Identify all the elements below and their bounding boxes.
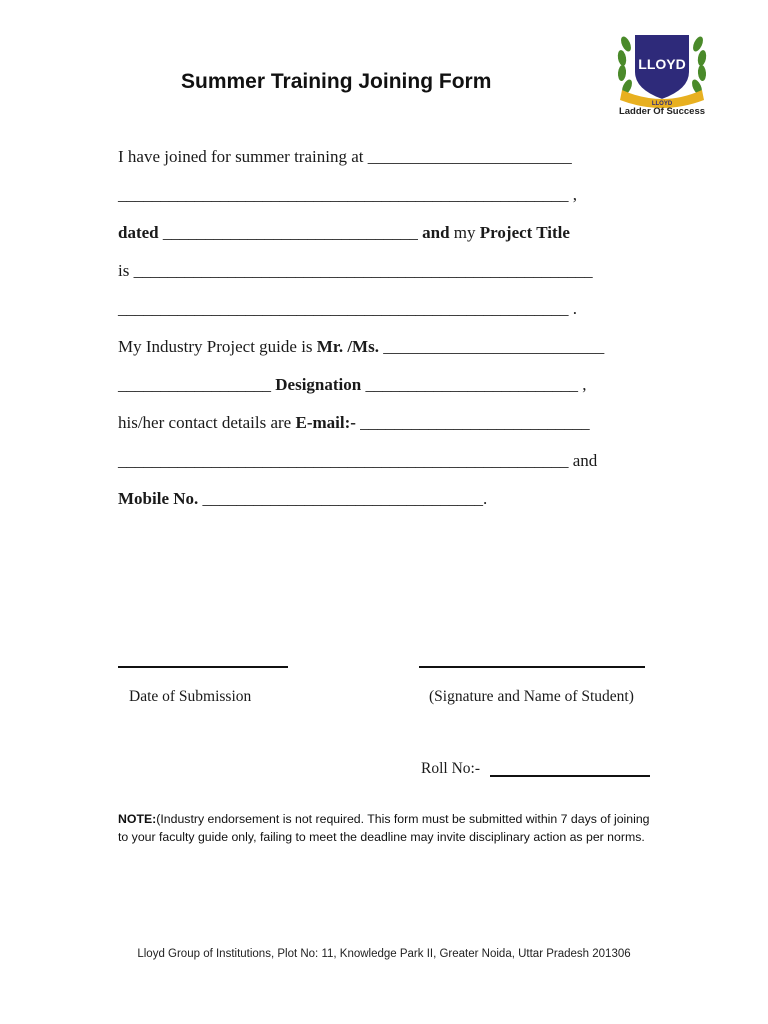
blank-email-2[interactable]: _____________________________________________________ bbox=[118, 451, 569, 470]
form-line-dated: dated ______________________________ and my Project Title bbox=[118, 223, 570, 242]
form-line-project-title: is ______________________________________________________ bbox=[118, 261, 593, 280]
form-line-guide: My Industry Project guide is Mr. /Ms. __________________________ bbox=[118, 337, 605, 356]
note-label: NOTE: bbox=[118, 812, 157, 826]
form-line-designation: __________________ Designation _________________________ , bbox=[118, 375, 587, 394]
form-line-email: his/her contact details are E-mail:- ___________________________ bbox=[118, 413, 590, 432]
student-signature-label: (Signature and Name of Student) bbox=[429, 688, 634, 705]
blank-organisation[interactable]: _____________________________________________________ bbox=[118, 185, 569, 204]
roll-no-line[interactable] bbox=[490, 775, 650, 777]
form-line-project-title-cont: _____________________________________________________ . bbox=[118, 299, 577, 318]
footer-address: Lloyd Group of Institutions, Plot No: 11, Knowledge Park II, Greater Noida, Uttar Pradesh 201306 bbox=[137, 948, 631, 960]
form-line-organisation: _____________________________________________________ , bbox=[118, 185, 577, 204]
blank-date[interactable]: ______________________________ bbox=[162, 223, 418, 242]
blank-guide-name-2[interactable]: __________________ bbox=[118, 375, 271, 394]
note-paragraph bbox=[118, 810, 658, 846]
roll-no-label: Roll No:- bbox=[421, 760, 480, 777]
student-signature-line[interactable] bbox=[419, 666, 645, 668]
logo-ribbon-text: LLOYD bbox=[651, 101, 673, 107]
blank-project-title-2[interactable]: _____________________________________________________ bbox=[118, 299, 569, 318]
date-signature-line[interactable] bbox=[118, 666, 288, 668]
form-line-mobile: Mobile No. _________________________________. bbox=[118, 489, 488, 508]
logo-tagline: Ladder Of Success bbox=[618, 106, 706, 117]
blank-guide-name[interactable]: __________________________ bbox=[383, 337, 605, 356]
page-title: Summer Training Joining Form bbox=[181, 70, 492, 93]
logo-name: LLOYD bbox=[638, 56, 686, 72]
blank-training-at[interactable]: ________________________ bbox=[367, 147, 572, 166]
form-line-email-cont: _____________________________________________________ and bbox=[118, 451, 598, 470]
blank-project-title[interactable]: ______________________________________________________ bbox=[133, 261, 593, 280]
blank-mobile[interactable]: _________________________________ bbox=[202, 489, 484, 508]
blank-designation[interactable]: _________________________ bbox=[365, 375, 578, 394]
date-of-submission-label: Date of Submission bbox=[129, 688, 252, 705]
form-line-training-at: I have joined for summer training at ________________________ bbox=[118, 147, 572, 166]
note-text: (Industry endorsement is not required. This form must be submitted within 7 days of joining to your faculty guide only, failing to meet the deadline may invite disciplinary action as per norms. bbox=[118, 812, 650, 844]
blank-email[interactable]: ___________________________ bbox=[360, 413, 590, 432]
